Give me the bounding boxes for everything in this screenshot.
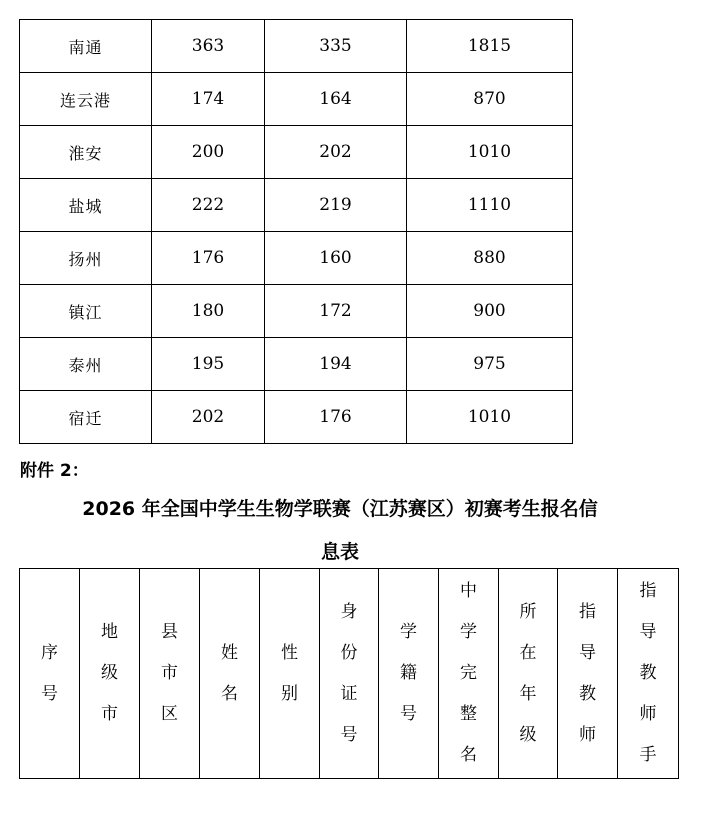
value-cell: 180 (152, 285, 265, 338)
header-cell (80, 569, 140, 779)
header-label: 姓名 (221, 642, 238, 704)
value-cell: 172 (265, 285, 407, 338)
city-cell: 宿迁 (20, 391, 152, 444)
header-label: 指导教师手 (639, 581, 657, 765)
value-cell: 200 (152, 126, 265, 179)
value-cell: 194 (265, 338, 407, 391)
value-cell: 335 (265, 20, 407, 73)
form-title-line-2: 息表 (320, 541, 359, 563)
table-row (20, 285, 573, 338)
city-cell: 盐城 (20, 179, 152, 232)
attachment-label: 附件 2： (20, 461, 89, 481)
table-row (20, 338, 573, 391)
value-cell: 1010 (407, 391, 573, 444)
header-cell (140, 569, 200, 779)
value-cell: 363 (152, 20, 265, 73)
header-cell (558, 569, 618, 779)
header-label: 指导教师 (579, 601, 596, 745)
table-row (20, 126, 573, 179)
value-cell: 174 (152, 73, 265, 126)
value-cell: 870 (407, 73, 573, 126)
value-cell: 975 (407, 338, 573, 391)
header-label: 所在年级 (519, 601, 537, 745)
value-cell: 1010 (407, 126, 573, 179)
quota-table (19, 19, 573, 444)
header-cell (320, 569, 379, 779)
header-cell (379, 569, 439, 779)
value-cell: 1815 (407, 20, 573, 73)
value-cell: 222 (152, 179, 265, 232)
city-cell: 淮安 (20, 126, 152, 179)
value-cell: 900 (407, 285, 573, 338)
value-cell: 164 (265, 73, 407, 126)
header-label: 身份证号 (340, 601, 358, 745)
registration-header-row (20, 569, 679, 779)
value-cell: 219 (265, 179, 407, 232)
table-row (20, 73, 573, 126)
city-cell: 镇江 (20, 285, 152, 338)
value-cell: 195 (152, 338, 265, 391)
value-cell: 880 (407, 232, 573, 285)
header-label: 地级市 (101, 622, 118, 724)
city-cell: 扬州 (20, 232, 152, 285)
table-row (20, 232, 573, 285)
table-row (20, 391, 573, 444)
header-cell (439, 569, 499, 779)
value-cell: 202 (152, 391, 265, 444)
header-cell (618, 569, 679, 779)
value-cell: 176 (152, 232, 265, 285)
header-cell (260, 569, 320, 779)
header-cell (20, 569, 80, 779)
value-cell: 1110 (407, 179, 573, 232)
value-cell: 202 (265, 126, 407, 179)
header-label: 县市区 (161, 622, 178, 724)
city-cell: 泰州 (20, 338, 152, 391)
form-title-line-1: 2026 年全国中学生生物学联赛（江苏赛区）初赛考生报名信 (82, 498, 598, 520)
header-label: 序号 (41, 642, 58, 704)
header-cell (200, 569, 260, 779)
header-label: 中学完整名 (460, 581, 477, 765)
value-cell: 160 (265, 232, 407, 285)
value-cell: 176 (265, 391, 407, 444)
city-cell: 连云港 (20, 73, 152, 126)
header-label: 性别 (281, 642, 298, 704)
header-label: 学籍号 (400, 622, 417, 724)
registration-table (19, 568, 679, 779)
city-cell: 南通 (20, 20, 152, 73)
table-row (20, 179, 573, 232)
header-cell (499, 569, 558, 779)
table-row (20, 20, 573, 73)
